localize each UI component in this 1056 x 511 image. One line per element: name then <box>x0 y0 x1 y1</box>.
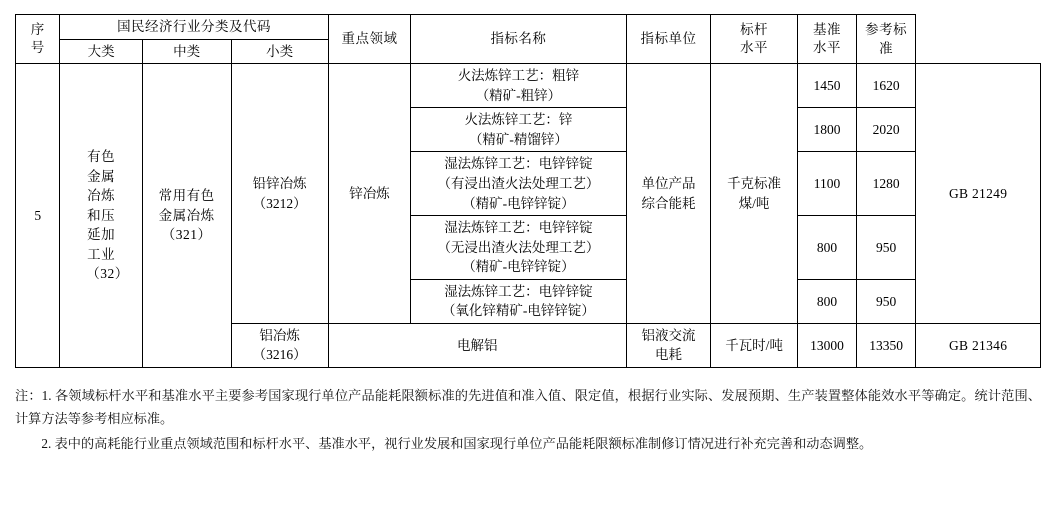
cell-benchmark-5: 800 <box>797 279 856 323</box>
header-indicator-name: 指标名称 <box>411 15 627 64</box>
cell-medium-class: 常用有色金属冶炼（321） <box>142 64 231 368</box>
cell-minor-class-lead-zinc: 铅锌冶炼（3212） <box>231 64 328 324</box>
energy-benchmark-table <box>15 14 1041 368</box>
note-line-1: 注：1. 各领域标杆水平和基准水平主要参考国家现行单位产品能耗限额标准的先进值和准入值、限定值，根据行业实际、发展预期、生产装置整体能效水平等确定。统计范围、计算方法等参考相应标准。 <box>15 388 1041 427</box>
cell-baseline-3: 1280 <box>857 152 916 216</box>
cell-indicator-name-zinc: 单位产品综合能耗 <box>626 64 711 324</box>
cell-reference-standard-zinc: GB 21249 <box>916 64 1041 324</box>
cell-indicator-unit-aluminum: 千瓦时/吨 <box>711 323 798 367</box>
cell-benchmark-1: 1450 <box>797 64 856 108</box>
table-notes <box>15 384 1041 455</box>
cell-benchmark-4: 800 <box>797 216 856 280</box>
cell-major-class: 有色金属冶炼和压延加工业（32） <box>60 64 142 368</box>
cell-reference-standard-aluminum: GB 21346 <box>916 323 1041 367</box>
table-row <box>16 64 1041 108</box>
header-industry-group: 国民经济行业分类及代码 <box>60 15 328 40</box>
cell-key-field-1: 火法炼锌工艺：粗锌 （精矿-粗锌） <box>411 64 627 108</box>
header-reference-standard: 参考标准 <box>857 15 916 64</box>
header-seq: 序 号 <box>16 15 60 64</box>
cell-seq: 5 <box>16 64 60 368</box>
cell-minor-class-aluminum: 铝冶炼（3216） <box>231 323 328 367</box>
cell-key-field-3: 湿法炼锌工艺：电锌锌锭 （有浸出渣火法处理工艺） （精矿-电锌锌锭） <box>411 152 627 216</box>
header-baseline-level: 基准 水平 <box>797 15 856 64</box>
cell-key-field-aluminum: 电解铝 <box>328 323 626 367</box>
header-benchmark-level: 标杆 水平 <box>711 15 798 64</box>
cell-baseline-2: 2020 <box>857 108 916 152</box>
header-indicator-unit: 指标单位 <box>626 15 711 64</box>
cell-baseline-1: 1620 <box>857 64 916 108</box>
header-key-field: 重点领域 <box>328 15 410 64</box>
cell-benchmark-aluminum: 13000 <box>797 323 856 367</box>
header-major-class: 大类 <box>60 39 142 64</box>
cell-benchmark-2: 1800 <box>797 108 856 152</box>
cell-indicator-unit-zinc: 千克标准煤/吨 <box>711 64 798 324</box>
cell-indicator-name-aluminum: 铝液交流电耗 <box>626 323 711 367</box>
note-line-2: 2. 表中的高耗能行业重点领域范围和标杆水平、基准水平，视行业发展和国家现行单位产品能耗限额标准制修订情况进行补充完善和动态调整。 <box>41 436 873 452</box>
cell-key-field-2: 火法炼锌工艺：锌 （精矿-精馏锌） <box>411 108 627 152</box>
header-minor-class: 小类 <box>231 39 328 64</box>
cell-baseline-aluminum: 13350 <box>857 323 916 367</box>
cell-benchmark-3: 1100 <box>797 152 856 216</box>
header-medium-class: 中类 <box>142 39 231 64</box>
cell-key-field-4: 湿法炼锌工艺：电锌锌锭 （无浸出渣火法处理工艺） （精矿-电锌锌锭） <box>411 216 627 280</box>
table-header-row-1 <box>16 15 1041 40</box>
cell-process-zinc-smelting: 锌冶炼 <box>328 64 410 324</box>
cell-baseline-4: 950 <box>857 216 916 280</box>
cell-key-field-5: 湿法炼锌工艺：电锌锌锭 （氧化锌精矿-电锌锌锭） <box>411 279 627 323</box>
cell-baseline-5: 950 <box>857 279 916 323</box>
